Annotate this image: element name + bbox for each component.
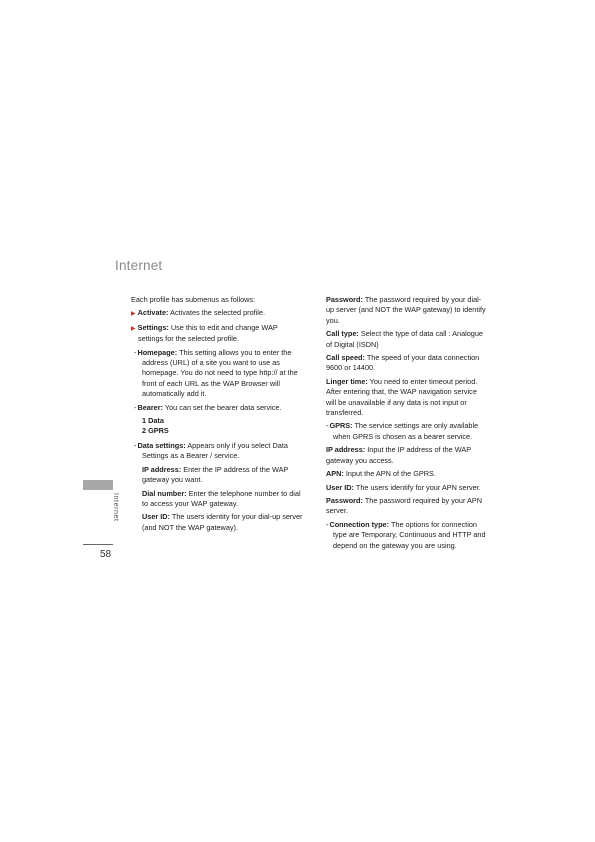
gprs-password-text: The password required by your APN server. bbox=[326, 495, 483, 516]
password-label: Password: bbox=[326, 295, 363, 304]
triangle-bullet-icon: ▶ bbox=[131, 325, 136, 332]
dial-number-label: Dial number: bbox=[142, 488, 187, 498]
linger-time-item bbox=[326, 377, 486, 419]
data-settings-item bbox=[131, 441, 303, 462]
data-settings-text: Appears only if you select Data Settings as a Bearer / service. bbox=[142, 440, 288, 461]
settings-label: Settings: bbox=[137, 322, 169, 332]
connection-type-item bbox=[326, 520, 486, 551]
activate-item bbox=[131, 308, 303, 319]
gprs-user-id-item bbox=[326, 483, 486, 493]
gprs-item bbox=[326, 421, 486, 442]
password-text: The password required by your dial-up server (and NOT the WAP gateway) to identify you. bbox=[326, 295, 486, 325]
homepage-text: This setting allows you to enter the address (URL) of a site you want to use as homepage. You do not need to type http:// at the front of each URL as the WAP Browser will automatically add it. bbox=[142, 347, 298, 399]
call-type-item bbox=[326, 329, 486, 350]
data-settings-label: Data settings: bbox=[137, 440, 186, 450]
gprs-user-id-label: User ID: bbox=[326, 482, 354, 492]
dash-bullet: - bbox=[134, 440, 137, 450]
call-speed-label: Call speed: bbox=[326, 353, 365, 363]
apn-text: Input the APN of the GPRS. bbox=[345, 469, 436, 479]
ip-address-label: IP address: bbox=[142, 464, 182, 474]
apn-label: APN: bbox=[326, 469, 344, 479]
activate-text: Activates the selected profile. bbox=[170, 308, 265, 318]
section-title: Internet bbox=[115, 258, 163, 273]
left-column bbox=[131, 295, 303, 536]
dash-bullet: - bbox=[326, 421, 329, 431]
password-item bbox=[326, 295, 486, 326]
dash-bullet: - bbox=[134, 402, 137, 412]
bearer-option: 2 GPRS bbox=[142, 426, 169, 436]
settings-item bbox=[131, 323, 303, 345]
connection-type-text: The options for connection type are Temporary, Continuous and HTTP and depend on the gateway you are using. bbox=[333, 519, 486, 550]
call-type-label: Call type: bbox=[326, 329, 359, 339]
gprs-ip-address-text: Input the IP address of the WAP gateway you access. bbox=[326, 445, 471, 465]
call-speed-text: The speed of your data connection 9600 or 14400. bbox=[326, 353, 480, 373]
connection-type-label: Connection type: bbox=[329, 519, 390, 529]
call-speed-item bbox=[326, 353, 486, 374]
side-tab-marker bbox=[83, 480, 113, 490]
side-tab-label: Internet bbox=[112, 493, 119, 522]
linger-time-text: You need to enter timeout period. After entering that, the WAP navigation service will be unavailable if any data is not input or transferred. bbox=[326, 376, 478, 418]
gprs-text: The service settings are only available when GPRS is chosen as a bearer service. bbox=[333, 421, 479, 441]
dash-bullet: - bbox=[326, 519, 329, 529]
right-column bbox=[326, 295, 486, 554]
call-type-text: Select the type of data call : Analogue of Digital (ISDN) bbox=[326, 329, 483, 349]
settings-text: Use this to edit and change WAP settings for the selected profile. bbox=[138, 322, 278, 344]
page-number: 58 bbox=[100, 549, 112, 560]
homepage-label: Homepage: bbox=[137, 347, 178, 357]
gprs-password-label: Password: bbox=[326, 495, 363, 505]
gprs-user-id-text: The users identify for your APN server. bbox=[355, 482, 481, 492]
gprs-ip-address-label: IP address: bbox=[326, 445, 366, 455]
gprs-label: GPRS: bbox=[329, 421, 353, 431]
page-number-rule bbox=[83, 544, 113, 545]
dial-number-text: Enter the telephone number to dial to access your WAP gateway. bbox=[142, 488, 301, 508]
homepage-item bbox=[131, 348, 303, 400]
user-id-text: The users identity for your dial-up server (and NOT the WAP gateway). bbox=[142, 512, 303, 532]
ip-address-text: Enter the IP address of the WAP gateway you want. bbox=[142, 464, 289, 485]
intro-text: Each profile has submenus as follows: bbox=[131, 295, 256, 304]
bearer-item bbox=[131, 403, 303, 413]
dash-bullet: - bbox=[134, 347, 137, 357]
ip-address-item bbox=[131, 465, 303, 486]
bearer-options bbox=[131, 416, 303, 437]
gprs-password-item bbox=[326, 496, 486, 517]
dial-number-item bbox=[131, 489, 303, 510]
user-id-label: User ID: bbox=[142, 512, 170, 522]
activate-label: Activate: bbox=[137, 308, 169, 318]
gprs-ip-address-item bbox=[326, 445, 486, 466]
triangle-bullet-icon: ▶ bbox=[131, 311, 136, 318]
bearer-option: 1 Data bbox=[142, 416, 164, 426]
apn-item bbox=[326, 469, 486, 479]
linger-time-label: Linger time: bbox=[326, 376, 368, 386]
bearer-label: Bearer: bbox=[137, 402, 163, 412]
user-id-item bbox=[131, 512, 303, 533]
bearer-text: You can set the bearer data service. bbox=[164, 402, 282, 412]
